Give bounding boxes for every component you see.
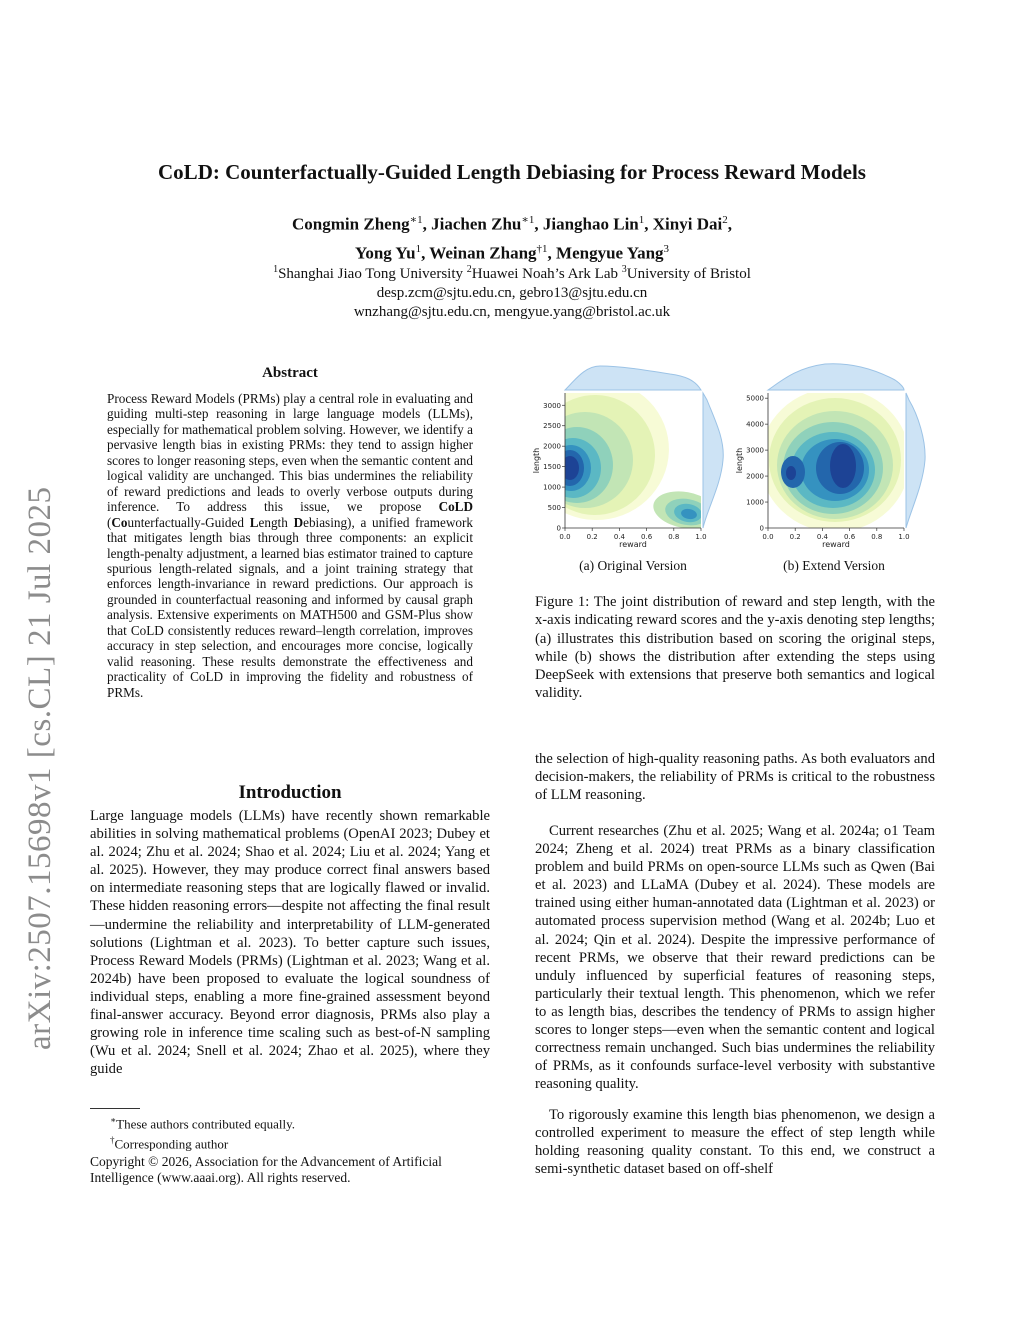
introduction-heading: Introduction: [238, 782, 342, 803]
x-tick-label: 0.4: [613, 533, 625, 541]
x-tick-label: 0.8: [871, 533, 883, 541]
density-a: [514, 369, 720, 534]
figure-1-plots: [532, 360, 935, 560]
y-axis-label: length: [735, 447, 744, 474]
email-line: wnzhang@sjtu.edu.cn, mengyue.yang@bristol.ac.uk: [353, 304, 671, 320]
x-tick-label: 0.8: [668, 533, 680, 541]
author-mark: †1: [536, 242, 548, 255]
acronym-letter: Co: [111, 514, 128, 530]
author-name: Jiachen Zhu: [431, 214, 522, 234]
figure-1: [532, 360, 935, 575]
y-tick-label: 1000: [543, 483, 561, 492]
footnote-text: Corresponding author: [114, 1136, 229, 1152]
y-tick-label: 0: [759, 524, 764, 533]
author-mark: 1: [415, 242, 422, 255]
copyright-notice: Copyright © 2026, Association for the Advancement of Artificial Intelligence (www.aaai.org). All rights reserved.: [90, 1153, 442, 1185]
y-tick-label: 3000: [543, 401, 561, 410]
y-tick-label: 5000: [746, 394, 764, 403]
y-tick-label: 2000: [543, 442, 561, 451]
author-name: Weinan Zhang: [429, 243, 537, 263]
body-paragraph: To rigorously examine this length bias phenomenon, we design a controlled experiment to measure the effect of step length while holding reasoning quality constant. To this end, we construct a semi-synthetic dataset based on off-shelf: [535, 1107, 935, 1178]
author-mark: 1: [638, 214, 645, 226]
acronym-letter: L: [249, 514, 259, 530]
author-name: Xinyi Dai: [652, 214, 723, 234]
footnote: [90, 1132, 490, 1152]
abstract-text: [107, 391, 473, 700]
introduction-paragraph: Large language models (LLMs) have recently shown remarkable abilities in solving mathematical problems (OpenAI 2023; Dubey et al. 2024; Zhu et al. 2024; Shao et al. 2024; Liu et al. 2024; Yang et al. 2025). However, they may produce correct final answers based on intermediate reasoning steps that are logically flawed or invalid. These hidden reasoning errors—despite not affecting the final result—undermine the reliability and interpretability of LLM-generated solutions (Lightman et al. 2023). To better capture such issues, Process Reward Models (PRMs) (Lightman et al. 2023; Wang et al. 2024b) have been proposed to evaluate the logical soundness of individual steps, enabling a more fine-grained assessment beyond final-answer accuracy. Beyond error diagnosis, PRMs also play a growing role in inference time scaling such as best-of-N sampling (Wu et al. 2024; Snell et al. 2024; Zhao et al. 2025), where they guide: [90, 808, 490, 1078]
footnote: [90, 1112, 490, 1132]
body-paragraph: the selection of high-quality reasoning paths. As both evaluators and decision-makers, the reliability of PRMs is critical to the robustness of LLM reasoning.: [535, 751, 935, 804]
y-tick-label: 4000: [746, 420, 764, 429]
y-tick-label: 0: [556, 524, 561, 533]
author-line-1: Congmin Zheng$^{∗1}$, Jiachen Zhu$^{∗1}$, Jianghao Lin$^1$, Xinyi Dai$^2$,: [292, 214, 732, 234]
y-tick-label: 2500: [543, 422, 561, 431]
y-tick-label: 3000: [746, 446, 764, 455]
chart-b: [735, 364, 925, 549]
abstract-part: ength: [258, 514, 294, 530]
author-line-2: Yong Yu$^1$, Weinan Zhang$^{\dagger 1}$, Mengyue Yang$^3$: [354, 242, 670, 263]
author-name: Mengyue Yang: [556, 243, 664, 263]
body-paragraph: Current researches (Zhu et al. 2025; Wang et al. 2024a; o1 Team 2024; Zheng et al. 2024) treat PRMs as a binary classification problem and build PRMs on open-source LLMs such as Qwen (Bai et al. 2023) and LLaMA (Dubey et al. 2024). These models are trained using either human-annotated data (Lightman et al. 2023) or automated process supervision method (Wang et al. 2024b; Luo et al. 2024; Qin et al. 2024). Despite the impressive performance of recent PRMs, we observe that their reward predictions can be unduly influenced by superficial features of reasoning steps, particularly their textual length. This phenomenon, which we refer to as length bias, describes the tendency of PRMs to assign higher scores to longer steps—even when the semantic content and logical correctness remain unchanged. Such bias undermines the reliability of PRMs, as it confounds surface-level verbosity with substantive reasoning quality.: [535, 823, 935, 1093]
abstract-part: (: [107, 514, 112, 530]
abstract-part: unterfactually-Guided: [127, 514, 250, 530]
abstract-part: Process Reward Models (PRMs) play a central role in evaluating and guiding multi-step reasoning in large language models (LLMs), especially for mathematical problem solving. However, we identify a pervasive length bias in existing PRMs: they tend to assign higher scores to longer reasoning steps, even when the semantic content and logical validity are unchanged. This bias undermines the reliability of reward predictions and leads to overly verbose outputs during inference. To address this issue, we propose: [107, 391, 473, 515]
figure-caption: Figure 1: The joint distribution of reward and step length, with the x-axis indicating reward scores and the y-axis denoting step lengths; (a) illustrates this distribution based on scoring the original steps, while (b) shows the distribution after extending the steps using DeepSeek with extensions that preserve both semantics and logical validity.: [535, 594, 935, 702]
author-mark: ∗1: [521, 214, 535, 226]
abstract-cold: CoLD: [438, 499, 473, 515]
subcaption-b: (b) Extend Version: [783, 558, 885, 573]
x-tick-label: 0.4: [816, 533, 828, 541]
marginal-y-b: [906, 393, 925, 528]
author-name: Yong Yu: [354, 243, 416, 263]
email-line: desp.zcm@sjtu.edu.cn, gebro13@sjtu.edu.cn: [376, 285, 648, 301]
marginal-y-a: [703, 393, 723, 528]
y-tick-label: 2000: [746, 472, 764, 481]
chart-a: [514, 366, 723, 549]
abstract-part: ), a unified framework that mitigates length bias through three components: an explicit length-penalty adjustment, a learned bias estimator trained to capture spurious length-related signals, and a joint training strategy that enforces length-invariance in reward predictions. Our approach is grounded in counterfactual reasoning and informed by causal graph analysis. Extensive experiments on MATH500 and GSM-Plus show that CoLD consistently reduces reward–length correlation, improves accuracy in step selection, and encourages more concise, logically valid reasoning. These results demonstrate the effectiveness and practicality of CoLD in improving the fidelity and robustness of PRMs.: [107, 514, 473, 700]
x-tick-label: 0.6: [641, 533, 653, 541]
marginal-x-a: [565, 366, 701, 390]
author-mark: 3: [663, 242, 670, 255]
affiliation: Shanghai Jiao Tong University: [278, 266, 464, 282]
author-name: Congmin Zheng: [292, 214, 410, 234]
abstract-part: ebiasing: [303, 514, 348, 530]
author-list: [60, 208, 964, 265]
x-tick-label: 0.0: [559, 533, 571, 541]
x-tick-label: 0.6: [844, 533, 856, 541]
x-tick-label: 1.0: [898, 533, 910, 541]
y-axis-label: length: [532, 447, 541, 474]
x-axis-label: reward: [822, 540, 850, 549]
affil-mark: 1: [273, 264, 279, 275]
acronym-letter: D: [293, 514, 304, 530]
marginal-x-b: [768, 364, 904, 390]
footnote-rule: [90, 1108, 140, 1109]
paper-title: CoLD: Counterfactually-Guided Length Debiasing for Process Reward Models: [158, 160, 866, 184]
x-axis-label: reward: [619, 540, 647, 549]
author-mark: 2: [722, 214, 728, 226]
arxiv-identifier: arXiv:2507.15698v1 [cs.CL] 21 Jul 2025: [22, 486, 58, 1050]
x-tick-label: 0.2: [586, 533, 598, 541]
affiliation: Huawei Noah’s Ark Lab: [471, 266, 618, 282]
footnote-mark: ∗: [110, 1115, 117, 1125]
author-mark: ∗1: [409, 214, 423, 226]
subcaption-a: (a) Original Version: [579, 558, 687, 573]
author-name: Jianghao Lin: [542, 214, 639, 234]
density-b: [760, 388, 910, 532]
density-contour: [561, 456, 579, 480]
y-tick-label: 1000: [746, 498, 764, 507]
abstract-heading: Abstract: [262, 365, 318, 381]
density-contour: [786, 466, 796, 480]
footnotes: [90, 1108, 490, 1186]
affil-mark: 2: [466, 264, 472, 275]
affiliation-line: [60, 260, 964, 284]
affil-mark: 3: [621, 264, 627, 275]
x-tick-label: 0.2: [789, 533, 801, 541]
x-tick-label: 0.0: [762, 533, 774, 541]
affiliation: University of Bristol: [626, 266, 751, 282]
y-tick-label: 500: [547, 504, 561, 513]
x-tick-label: 1.0: [695, 533, 707, 541]
density-contour: [830, 444, 856, 488]
y-tick-label: 1500: [543, 463, 561, 472]
footnote-text: These authors contributed equally.: [116, 1116, 296, 1132]
footnote-mark: †: [110, 1135, 115, 1146]
affiliations: [60, 260, 964, 322]
